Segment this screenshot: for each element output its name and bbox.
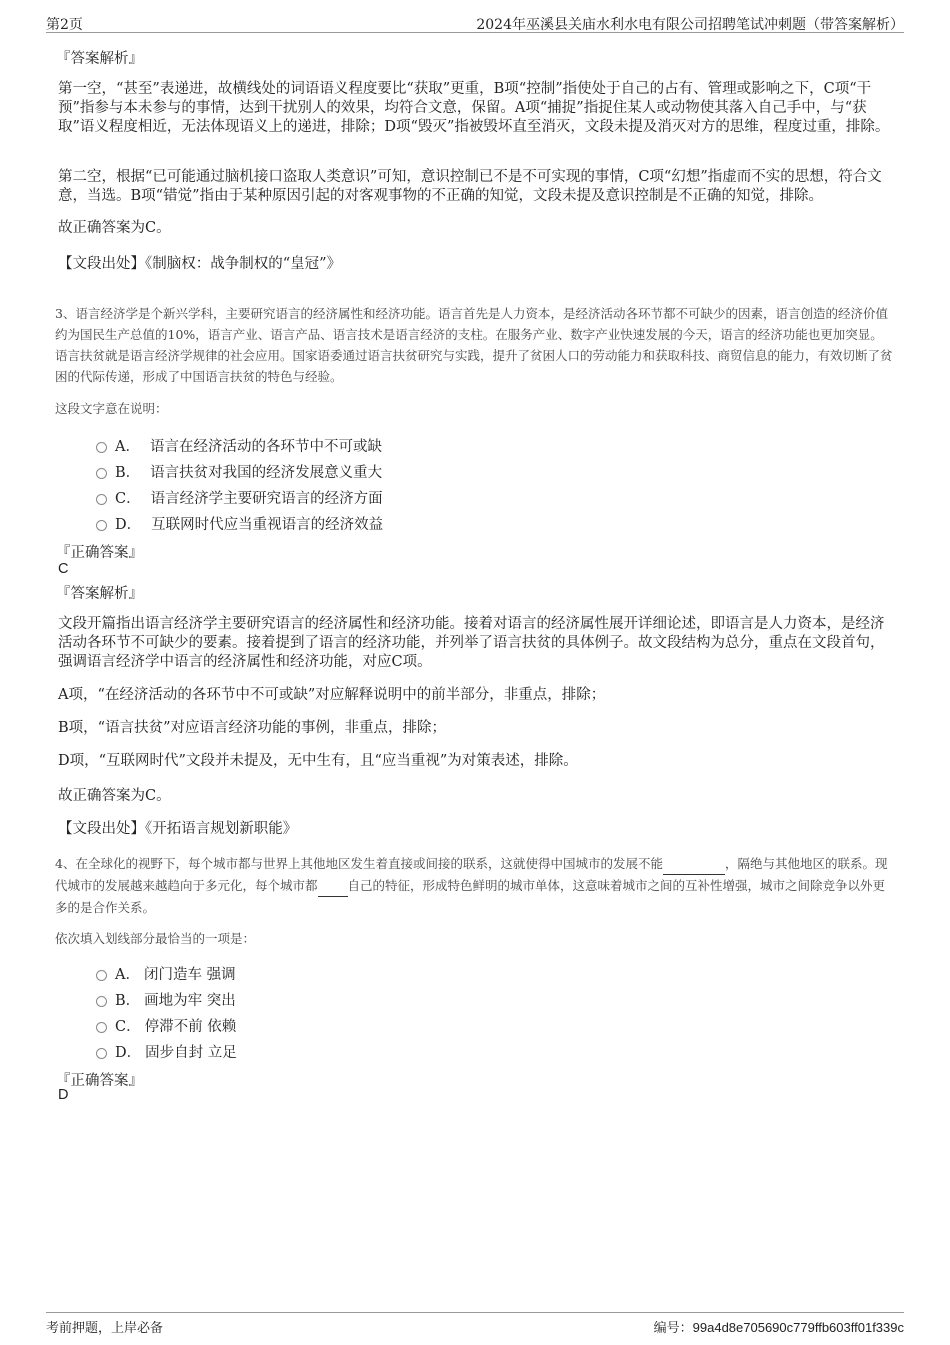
radio-icon[interactable] <box>96 520 107 531</box>
radio-icon[interactable] <box>96 468 107 479</box>
question-3-text: 3、语言经济学是个新兴学科，主要研究语言的经济属性和经济功能。语言首先是人力资本，是经济活动各环节都不可缺少的因素，语言创造的经济价值约为国民生产总值的10%，语言产业、语言产品、语言技术是语言经济的支柱。在服务产业、数字产业快速发展的今天，语言的经济功能也更加突显。语言扶贫就是语言经济学规律的社会应用。国家语委通过语言扶贫研究与实践，提升了贫困人口的劳动能力和获取科技、商贸信息的能力，有效切断了贫困的代际传递，形成了中国语言扶贫的特色与经验。 <box>55 306 893 384</box>
analysis-label: 『答案解析』 <box>56 586 143 602</box>
correct-answer: C <box>58 561 69 577</box>
radio-icon[interactable] <box>96 494 107 505</box>
q3-analysis-b: B项，“语言扶贫”对应语言经济功能的事例，非重点，排除； <box>58 720 446 736</box>
footer-slogan: 考前押题，上岸必备 <box>46 1321 164 1336</box>
question-4-prompt: 依次填入划线部分最恰当的一项是： <box>55 931 256 946</box>
q3-analysis-a: A项，“在经济活动的各环节中不可或缺”对应解释说明中的前半部分，非重点，排除； <box>58 687 606 703</box>
question-4-text: 4、在全球化的视野下，每个城市都与世界上其他地区发生着直接或间接的联系，这就使得中国城市的发展不能 ，隔绝与其他地区的联系。现代城市的发展越来越趋向于多元化，每个城市都 自己的特征，形成特色鲜明的城市单体，这意味着城市之间的互补性增强，城市之间除竞争以外更多的是合作关系。 <box>55 853 895 918</box>
q4-option-a[interactable]: A． 闭门造车 强调 <box>96 963 236 983</box>
analysis-label: 『答案解析』 <box>56 51 143 67</box>
blank-2 <box>318 875 348 897</box>
correct-answer-label: 『正确答案』 <box>56 1073 143 1089</box>
document-id: 编号：99a4d8e705690c779ffb603ff01f339c <box>653 1320 904 1335</box>
q3-analysis-paragraph: 文段开篇指出语言经济学主要研究语言的经济属性和经济功能。接着对语言的经济属性展开详细论述，即语言是人力资本，是经济活动各环节不可缺少的要素。接着提到了语言的经济功能，并列举了语言扶贫的具体例子。故文段结构为总分，重点在文段首句，强调语言经济学中语言的经济属性和经济功能，对应C项。 <box>58 616 885 670</box>
q4-option-c[interactable]: C． 停滞不前 依赖 <box>96 1015 236 1035</box>
analysis-paragraph-2: 第二空，根据“已可能通过脑机接口盗取人类意识”可知，意识控制已不是不可实现的事情，C项“幻想”指虚而不实的思想，符合文意，当选。B项“错觉”指由于某种原因引起的对客观事物的不正确的知觉，文段未提及意识控制是不正确的知觉，排除。 <box>58 169 882 204</box>
radio-icon[interactable] <box>96 1048 107 1059</box>
radio-icon[interactable] <box>96 970 107 981</box>
q3-source-citation: 【文段出处】《开拓语言规划新职能》 <box>58 821 298 837</box>
source-citation: 【文段出处】《制脑权：战争制权的“皇冠”》 <box>58 256 342 272</box>
correct-answer: D <box>58 1087 69 1103</box>
page-footer <box>46 1312 904 1336</box>
document-title: 2024年巫溪县关庙水利水电有限公司招聘笔试冲刺题（带答案解析） <box>476 17 904 33</box>
question-3-prompt: 这段文字意在说明： <box>55 401 168 416</box>
q4-option-b[interactable]: B． 画地为牢 突出 <box>96 989 236 1009</box>
q3-option-b[interactable]: B． 语言扶贫对我国的经济发展意义重大 <box>96 461 382 481</box>
radio-icon[interactable] <box>96 996 107 1007</box>
q3-conclusion: 故正确答案为C。 <box>58 788 171 804</box>
blank-1 <box>663 853 725 875</box>
q3-option-c[interactable]: C． 语言经济学主要研究语言的经济方面 <box>96 487 383 507</box>
correct-answer-label: 『正确答案』 <box>56 545 143 561</box>
radio-icon[interactable] <box>96 442 107 453</box>
page-number: 第2页 <box>46 17 83 33</box>
radio-icon[interactable] <box>96 1022 107 1033</box>
q3-option-d[interactable]: D． 互联网时代应当重视语言的经济效益 <box>96 513 383 533</box>
page-header <box>46 12 904 33</box>
q3-option-a[interactable]: A． 语言在经济活动的各环节中不可或缺 <box>96 435 382 455</box>
q4-option-d[interactable]: D． 固步自封 立足 <box>96 1041 237 1061</box>
q3-analysis-d: D项，“互联网时代”文段并未提及，无中生有，且“应当重视”为对策表述，排除。 <box>58 753 578 769</box>
analysis-paragraph-1: 第一空，“甚至”表递进，故横线处的词语语义程度要比“获取”更重，B项“控制”指使处于自己的占有、管理或影响之下，C项“干预”指参与本未参与的事情，达到干扰别人的效果，均符合文意，保留。A项“捕捉”指捉住某人或动物使其落入自己手中，与“获取”语义程度相近，无法体现语义上的递进，排除；D项“毁灭”指被毁坏直至消灭，文段未提及消灭对方的思维，程度过重，排除。 <box>58 81 890 135</box>
analysis-conclusion: 故正确答案为C。 <box>58 220 171 236</box>
